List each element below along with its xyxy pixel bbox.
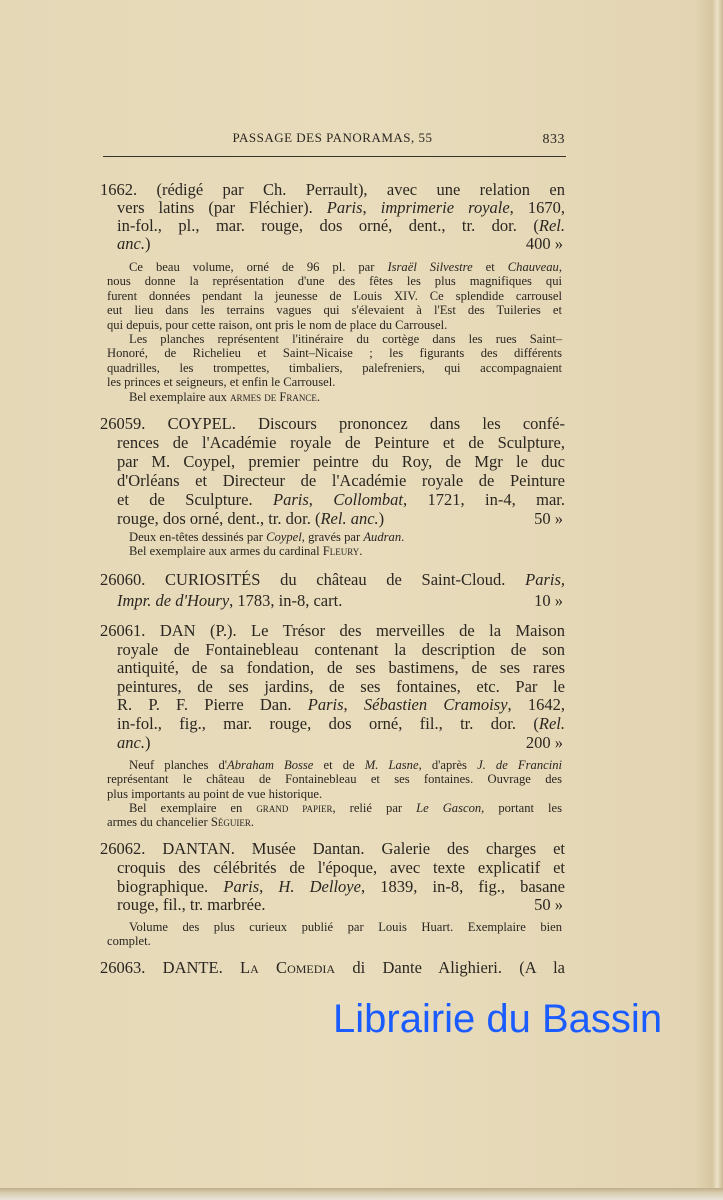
line-text (117, 198, 565, 217)
line-text (129, 332, 562, 346)
text-run: nous donne la représentation d'une des fêtes les plus magnifiques qui (107, 274, 562, 289)
text-run: rouge, fil., tr. marbrée. (117, 895, 266, 915)
text-run: , 1721, in-4, mar. (403, 490, 566, 509)
line-text (129, 758, 562, 772)
line-text (117, 235, 150, 253)
entry-line (100, 659, 565, 678)
text-run: , (343, 695, 364, 715)
text-run: , 1670, (509, 198, 565, 217)
line-text (117, 677, 565, 696)
line-text (129, 390, 320, 404)
note-line (107, 303, 562, 317)
note-line (107, 390, 562, 404)
italic-text: Rel. (538, 216, 565, 235)
line-text (107, 361, 562, 375)
note-line (107, 318, 562, 332)
line-text (117, 452, 565, 471)
italic-text: anc. (117, 234, 145, 253)
page-number: 833 (542, 132, 565, 147)
small-caps-text: Fleury (322, 544, 360, 559)
line-text (129, 260, 562, 274)
line-text (117, 658, 565, 677)
text-run: , 1783, in-8, cart. (229, 591, 343, 610)
text-run: ) (144, 732, 151, 752)
text-run: R. P. F. Pierre Dan. (117, 695, 308, 715)
note-line (107, 758, 562, 772)
line-text (100, 839, 565, 858)
line-text (129, 920, 562, 934)
italic-text: Rel. anc. (320, 509, 379, 528)
text-run: Volume des plus curieux publié par Louis Huart. Exemplaire bien (129, 920, 562, 934)
text-run: biographique. (117, 876, 224, 896)
text-run: peintures, de ses jardins, de ses fontaines, etc. Par le (117, 676, 565, 696)
line-text (100, 414, 565, 433)
note-line (107, 530, 562, 544)
text-run: croquis des célébrités de l'époque, avec texte explicatif et (117, 857, 565, 877)
page-bottom-edge (0, 1188, 723, 1200)
entry-line (100, 181, 565, 199)
line-text (100, 621, 565, 640)
header-rule (103, 156, 566, 157)
text-run: complet. (107, 934, 151, 949)
entry-line (100, 471, 565, 490)
italic-text: Chauveau (507, 260, 559, 274)
line-text (107, 303, 562, 317)
italic-text: Le Gascon, (416, 800, 485, 815)
note-line (107, 815, 562, 829)
text-run: in-fol., pl., mar. rouge, dos orné, dent., tr. dor. ( (117, 216, 539, 235)
text-run: d'Orléans et Directeur de l'Académie royale de Peinture (117, 471, 565, 490)
text-run: par M. Coypel, premier peintre du Roy, de Mgr le duc (117, 452, 565, 471)
italic-text: Paris (223, 876, 260, 896)
line-text (107, 375, 335, 389)
text-run: vers latins (par Fléchier). (117, 198, 327, 217)
text-run: . (401, 530, 405, 544)
line-text (117, 433, 565, 452)
text-run: , 1839, in-8, fig., basane (360, 876, 566, 896)
line-text (117, 858, 565, 877)
text-run: 1662. (rédigé par Ch. Perrault), avec une relation en (100, 180, 565, 199)
text-run: Bel exemplaire aux armes du cardinal (129, 544, 323, 559)
line-text (117, 877, 565, 896)
line-text (117, 471, 565, 490)
text-run: 26063. DANTE. (100, 958, 241, 977)
watermark: Librairie du Bassin (333, 997, 663, 1041)
text-run: plus importants au point de vue historique. (107, 786, 323, 801)
italic-text: Paris, (525, 570, 565, 589)
text-run: 26059. COYPEL. Discours prononcez dans les confé- (100, 414, 565, 433)
italic-text: Collombat (333, 490, 404, 509)
note-line (107, 274, 562, 288)
italic-text: Coypel (266, 530, 302, 544)
text-run: di Dante Alighieri. (A la (335, 958, 565, 977)
note-line (107, 772, 562, 786)
text-run: les princes et seigneurs, et enfin le Carrousel. (107, 375, 336, 390)
line-text (117, 896, 265, 915)
entry-price: 400 » (525, 234, 563, 253)
note-line (107, 289, 562, 303)
italic-text: Paris (273, 490, 309, 509)
text-run: , (259, 876, 279, 896)
entry-line (100, 878, 565, 897)
entry-line (100, 217, 565, 235)
entry-line (100, 490, 565, 509)
line-text (100, 180, 565, 199)
line-text (117, 509, 384, 528)
text-run: in-fol., fig., mar. rouge, dos orné, fil., tr. dor. ( (117, 713, 539, 733)
text-run: portant les (484, 800, 562, 815)
text-run: eut lieu dans les terrains vagues qui s'élevaient à l'Est des Tuileries et (107, 303, 562, 318)
line-text (117, 216, 565, 235)
catalogue-entry (100, 414, 565, 528)
running-header (100, 130, 565, 150)
text-run: , relié par (332, 800, 417, 815)
italic-text: Rel. (538, 713, 565, 733)
entry-notes (107, 758, 562, 829)
line-text (117, 695, 565, 714)
text-run: Neuf planches d' (129, 758, 228, 772)
line-text (117, 590, 342, 611)
text-run: représentant le château de Fontainebleau et ses fontaines. Ouvrage des (107, 772, 562, 787)
entry-line (100, 958, 565, 978)
line-text (117, 734, 150, 753)
text-run: royale de Fontainebleau contenant la description de son (117, 639, 565, 659)
line-text (107, 787, 322, 801)
italic-text: Sébastien Cramoisy (363, 695, 508, 715)
line-text (107, 274, 562, 288)
line-text (129, 530, 404, 544)
text-run: ) (378, 509, 385, 528)
entry-line (100, 734, 565, 753)
small-caps-text: armes de France (230, 389, 317, 404)
entry-line (100, 896, 565, 915)
entry-line (100, 678, 565, 697)
note-line (107, 260, 562, 274)
italic-text: anc. (117, 732, 145, 752)
entry-line (100, 414, 565, 433)
italic-text: M. Lasne (364, 758, 419, 772)
entry-line (100, 696, 565, 715)
catalogue-entry (100, 569, 565, 611)
line-text (107, 815, 254, 829)
note-line (107, 787, 562, 801)
entry-line (100, 859, 565, 878)
text-run: rouge, dos orné, dent., tr. dor. ( (117, 509, 321, 528)
line-text (100, 570, 565, 589)
line-text (107, 934, 151, 948)
italic-text: Audran (363, 530, 402, 544)
line-text (107, 346, 562, 360)
entry-price: 50 » (534, 895, 563, 915)
line-text (100, 958, 565, 977)
text-run: et de Sculpture. (117, 490, 274, 509)
note-line (107, 801, 562, 815)
catalogue-entry (100, 181, 565, 253)
italic-text: Paris (307, 695, 344, 715)
text-run: Honoré, de Richelieu et Saint–Nicaise ; les figurants des différents (107, 346, 562, 361)
text-run: furent données pendant la jeunesse de Louis XIV. Ce splendide carrousel (107, 288, 562, 303)
text-run: quadrilles, les trompettes, timbaliers, palefreniers, qui accompagnaient (107, 360, 562, 375)
text-run: Deux en-têtes dessinés par (129, 530, 267, 544)
note-line (107, 934, 562, 948)
catalogue-entry (100, 622, 565, 752)
entry-price: 10 » (534, 591, 563, 610)
italic-text: Impr. de d'Houry (117, 591, 230, 610)
line-text (129, 801, 562, 815)
entry-line (100, 715, 565, 734)
text-run: Les planches représentent l'itinéraire du cortège dans les rues Saint– (129, 332, 562, 347)
running-title: PASSAGE DES PANORAMAS, 55 (232, 130, 433, 145)
text-run: 26060. CURIOSITÉS du château de Saint-Cloud. (100, 570, 526, 589)
text-run: Ce beau volume, orné de 96 pl. par (129, 260, 388, 274)
text-run: et (472, 260, 508, 274)
text-run: armes du chancelier (107, 815, 211, 830)
text-run: Bel exemplaire aux (129, 389, 231, 404)
small-caps-text: Séguier (210, 815, 251, 830)
text-run: et de (313, 758, 365, 772)
text-run: . (316, 389, 321, 404)
note-line (107, 544, 562, 558)
line-text (117, 714, 565, 733)
entry-line (100, 509, 565, 528)
italic-text: Paris (326, 198, 363, 217)
italic-text: imprimerie royale (380, 198, 510, 217)
entry-line (100, 235, 565, 253)
italic-text: H. Delloye (278, 876, 361, 896)
line-text (107, 289, 562, 303)
entry-notes (107, 530, 562, 558)
text-run: rences de l'Académie royale de Peinture et de Sculpture, (117, 433, 565, 452)
entry-notes (107, 920, 562, 948)
line-text (107, 318, 447, 332)
entry-line (100, 590, 565, 611)
note-line (107, 920, 562, 934)
catalogue-entry (100, 840, 565, 915)
text-run: , 1642, (507, 695, 565, 715)
note-line (107, 361, 562, 375)
italic-text: Abraham Bosse (227, 758, 314, 772)
line-text (107, 772, 562, 786)
text-run: , d'après (418, 758, 478, 772)
note-line (107, 346, 562, 360)
text-run: 26062. DANTAN. Musée Dantan. Galerie des charges et (100, 839, 565, 858)
line-text (117, 640, 565, 659)
italic-text: J. de Francini (477, 758, 562, 772)
entry-line (100, 641, 565, 660)
small-caps-text: grand papier (256, 800, 333, 815)
text-run: qui depuis, pour cette raison, ont pris le nom de place du Carrousel. (107, 317, 448, 332)
entry-price: 200 » (525, 732, 563, 752)
text-run: . (359, 544, 363, 559)
text-run: . (250, 815, 254, 830)
text-run: ) (144, 234, 151, 253)
text-run: , (558, 260, 562, 274)
entry-notes (107, 260, 562, 404)
entry-line (100, 622, 565, 641)
entry-line (100, 199, 565, 217)
entry-line (100, 569, 565, 590)
text-run: , (362, 198, 381, 217)
text-run: , gravés par (301, 530, 364, 544)
catalogue-entry (100, 958, 565, 978)
text-run: Bel exemplaire en (129, 800, 257, 815)
line-text (129, 544, 362, 558)
note-line (107, 332, 562, 346)
text-run: antiquité, de sa fondation, de ses bastimens, de ses rares (117, 658, 565, 678)
italic-text: Israël Silvestre (387, 260, 473, 274)
line-text (117, 490, 565, 509)
text-run: , (308, 490, 334, 509)
entry-price: 50 » (534, 509, 563, 528)
text-run: 26061. DAN (P.). Le Trésor des merveilles de la Maison (100, 621, 565, 640)
entry-line (100, 433, 565, 452)
note-line (107, 375, 562, 389)
entry-line (100, 840, 565, 859)
entry-line (100, 452, 565, 471)
small-caps-text: La Comedia (240, 958, 336, 977)
